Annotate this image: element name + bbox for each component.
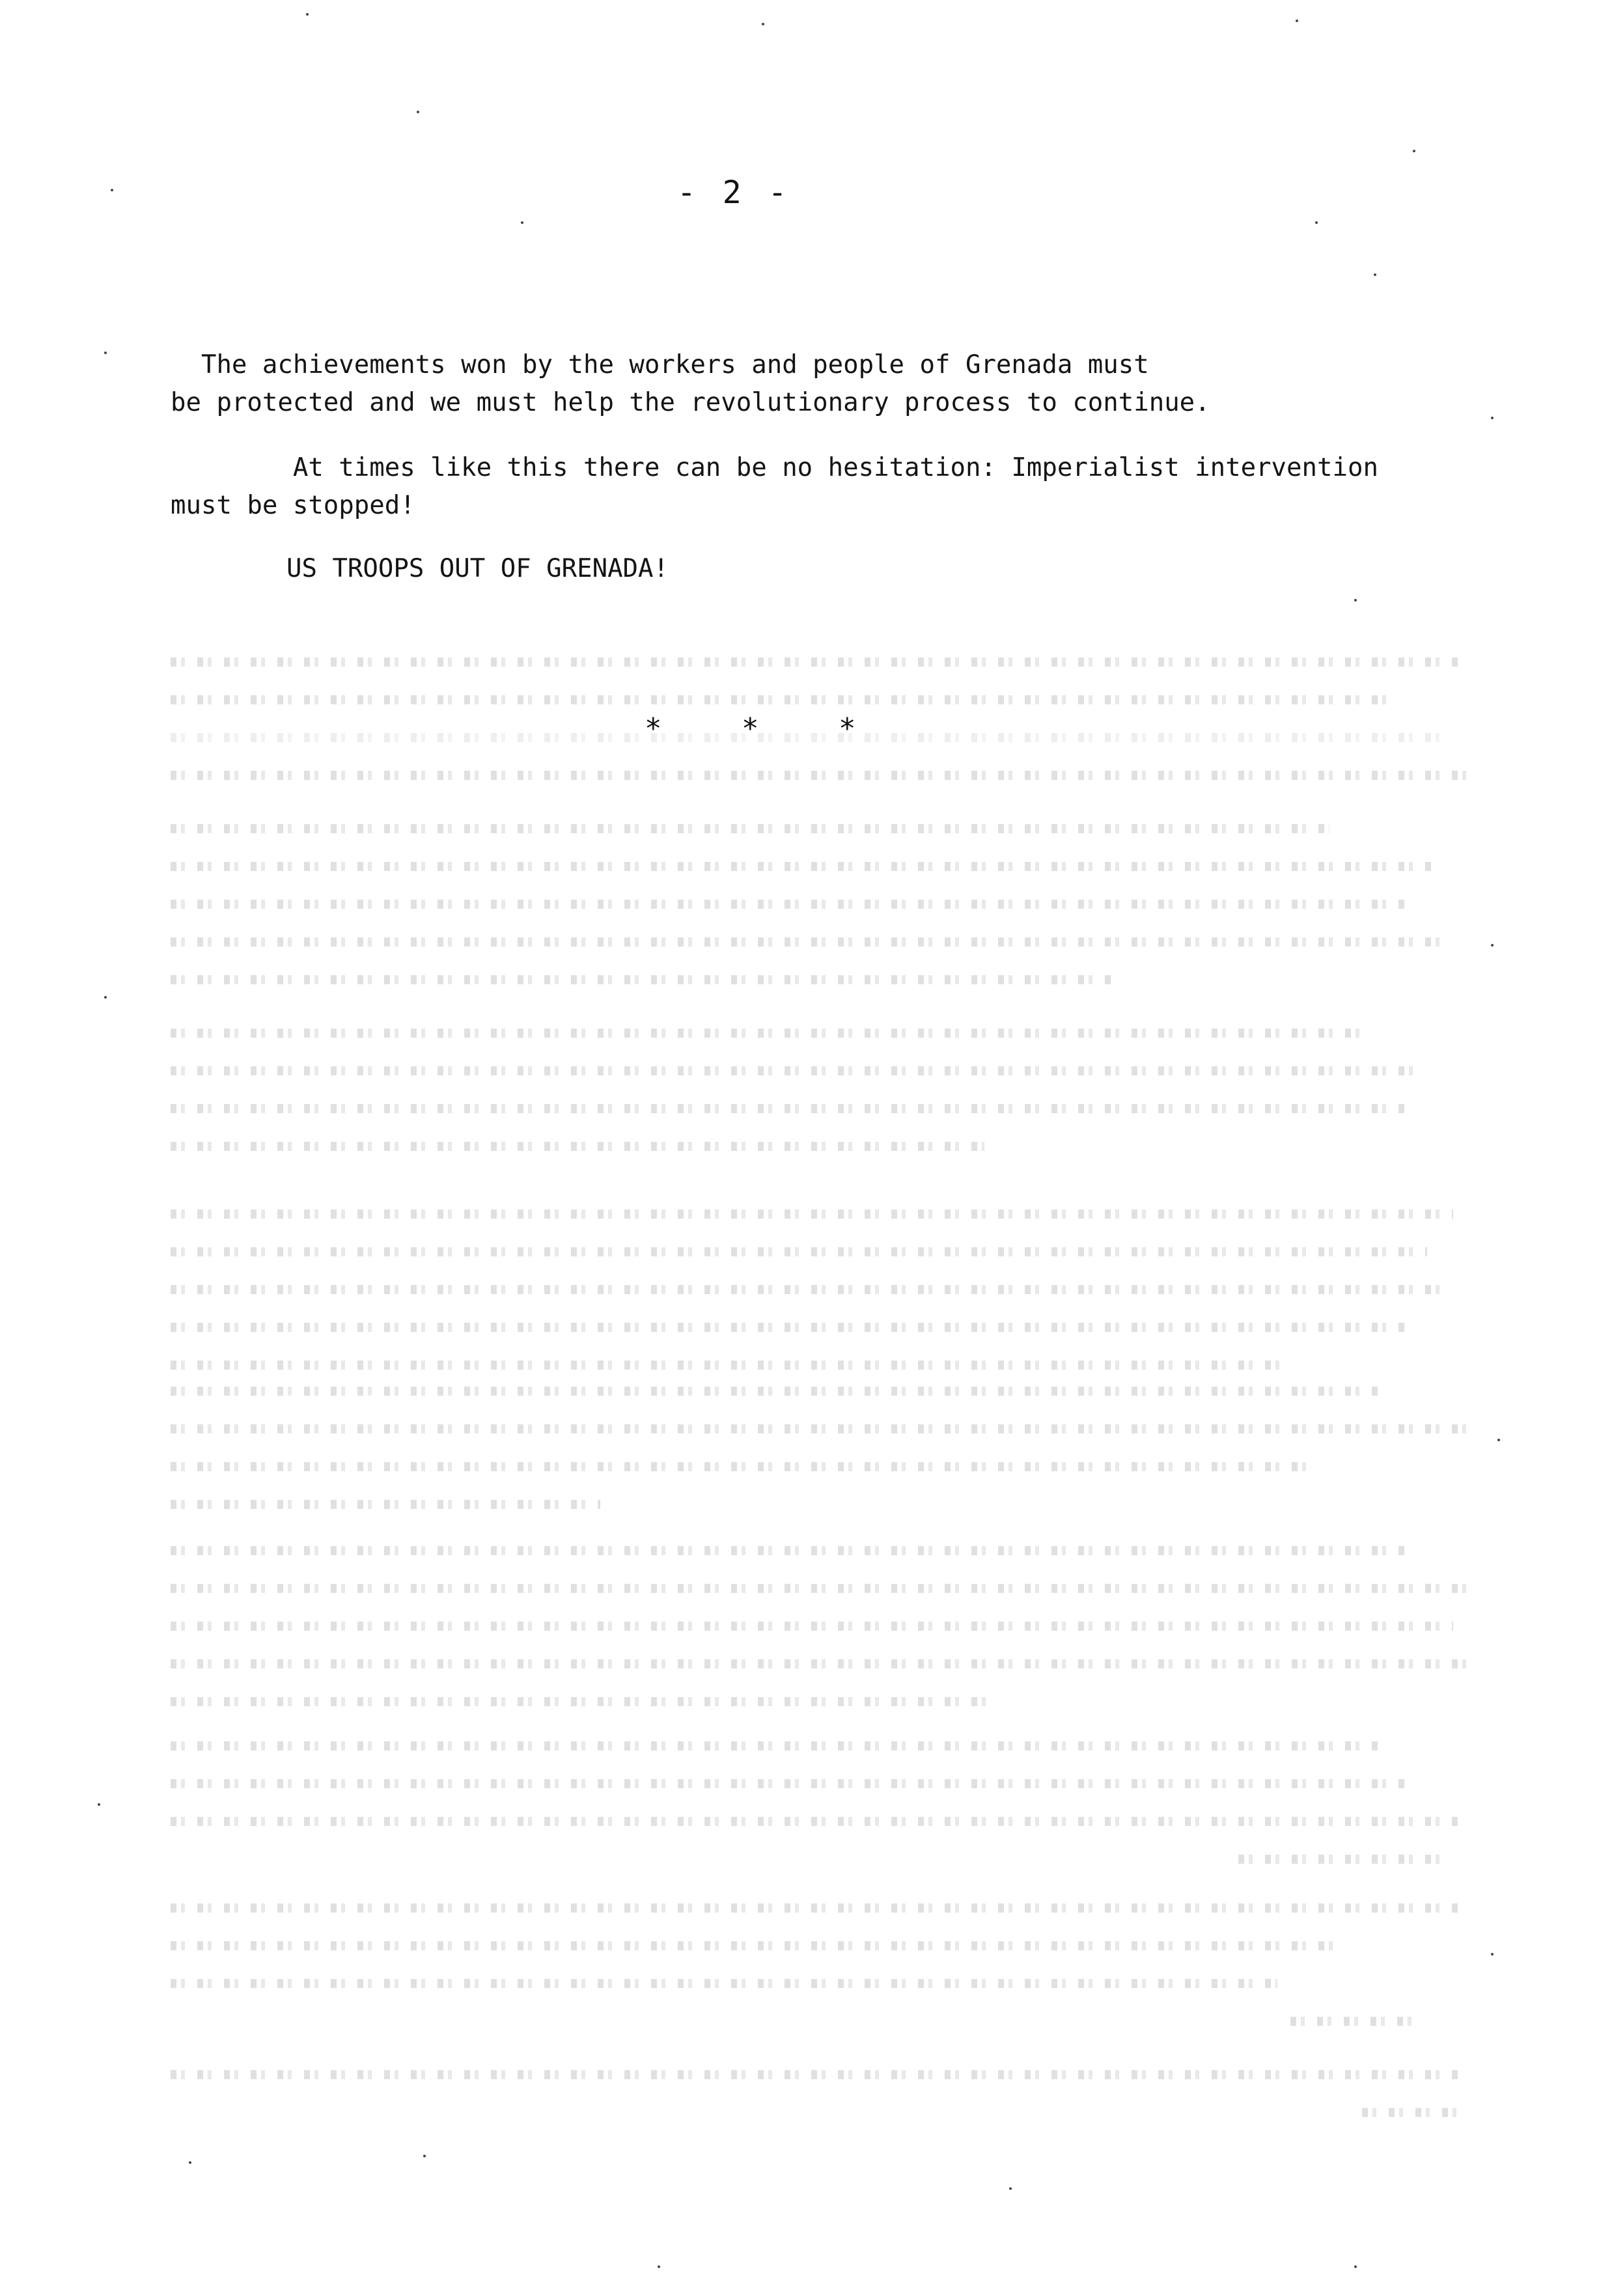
scan-speck <box>1491 417 1494 419</box>
paragraph-achievements <box>171 346 1473 422</box>
scan-speck <box>521 221 523 224</box>
scan-speck <box>1491 1953 1494 1956</box>
scan-speck <box>423 2155 426 2157</box>
scan-speck <box>417 111 419 113</box>
paragraph-line: must be stopped! <box>171 491 415 520</box>
separator-star: * <box>742 712 759 745</box>
separator-star: * <box>839 712 856 745</box>
faded-text-block <box>171 1210 1466 1398</box>
scan-speck <box>306 13 309 16</box>
faded-text-block <box>171 1903 1466 2054</box>
faded-text-block <box>171 657 1466 809</box>
slogan-heading: US TROOPS OUT OF GRENADA! <box>286 554 669 583</box>
paragraph-line: be protected and we must help the revolutionary process to continue. <box>171 388 1210 417</box>
scan-speck <box>1354 599 1357 602</box>
faded-text-block <box>171 824 1466 1013</box>
scan-speck <box>1491 944 1494 947</box>
faded-text-block <box>171 2070 1466 2146</box>
paragraph-line: At times like this there can be no hesitation: Imperialist intervention <box>171 453 1378 482</box>
scan-speck <box>98 1803 100 1806</box>
scan-speck <box>1413 150 1415 152</box>
scan-speck <box>104 352 107 354</box>
faded-text-block <box>171 1546 1466 1735</box>
paragraph-line: The achievements won by the workers and people of Grenada must <box>171 350 1149 380</box>
scan-speck <box>658 2265 660 2268</box>
faded-text-block <box>171 1741 1466 1892</box>
scan-speck <box>1354 2265 1357 2268</box>
scan-speck <box>1009 2187 1012 2190</box>
scan-speck <box>762 23 764 25</box>
faded-text-block <box>171 1029 1466 1180</box>
scan-speck <box>111 189 113 191</box>
separator-star: * <box>645 712 662 745</box>
scan-speck <box>1374 273 1376 276</box>
paragraph-hesitation <box>171 449 1473 525</box>
scan-speck <box>189 2161 191 2164</box>
scan-speck <box>104 996 107 999</box>
page-number: - 2 - <box>677 174 791 211</box>
scan-speck <box>1315 221 1318 224</box>
faded-text-block <box>171 1387 1466 1538</box>
scan-speck <box>1296 20 1298 22</box>
scan-speck <box>1497 1439 1500 1441</box>
